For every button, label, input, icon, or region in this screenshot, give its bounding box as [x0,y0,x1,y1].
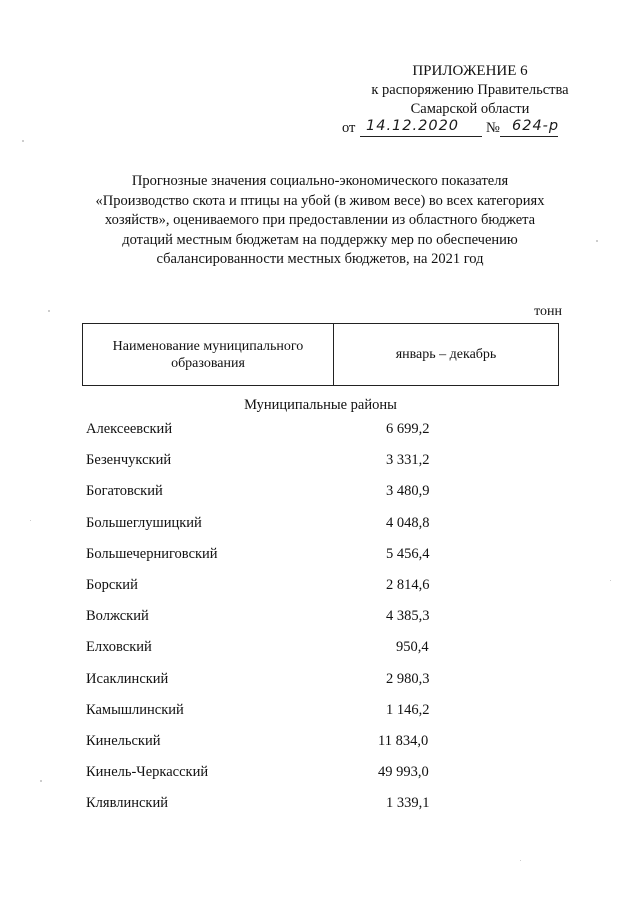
number-prefix: № [486,120,500,136]
table-row [86,577,506,608]
title-line: Прогнозные значения социально-экономического показателя [131,173,509,189]
municipality-name: Камышлинский [86,701,184,718]
municipality-name: Большечерниговский [86,545,218,562]
title-line: «Производство скота и птицы на убой (в живом весе) во всех категориях [95,192,545,209]
municipality-name: Кинель-Черкасский [86,764,209,781]
scan-noise [596,240,598,242]
municipality-value: 11 834,0 [378,732,429,749]
header-name-cell: Наименование муниципального образования [83,324,334,385]
title-line: сбалансированности местных бюджетов, на 2021 год [156,251,484,268]
municipality-value: 2 814,6 [386,576,430,593]
appendix-title: ПРИЛОЖЕНИЕ 6 [412,63,528,79]
municipality-value: 1 146,2 [386,701,430,718]
table-row [86,483,506,514]
municipality-value: 4 385,3 [386,608,430,625]
date-prefix: от [342,120,356,136]
table-row [86,795,506,826]
municipality-name: Клявлинский [86,795,168,812]
municipality-value: 2 980,3 [386,670,430,687]
scan-noise [22,140,24,142]
municipality-value: 3 480,9 [386,483,430,500]
title-line: хозяйств», оцениваемого при предоставлении из областного бюджета [104,212,536,229]
table-row [86,608,506,639]
unit-label: тонн [534,304,562,319]
number-underline [500,136,558,137]
table-row [86,733,506,764]
municipality-name: Исаклинский [86,670,169,687]
appendix-line-2: Самарской области [410,101,530,117]
header-period-cell: январь – декабрь [395,346,497,362]
appendix-line-1: к распоряжению Правительства [371,82,569,98]
municipality-name: Безенчукский [86,452,172,469]
municipality-name: Волжский [86,608,149,625]
municipality-name: Елховский [86,639,152,656]
document-title [70,172,570,270]
appendix-date-line [340,118,600,140]
municipality-name: Борский [86,576,138,593]
table-row [86,515,506,546]
table-row [86,639,506,670]
title-line: дотаций местным бюджетам на поддержку мер по обеспечению [122,231,518,248]
handwritten-number: 624-р [512,118,560,134]
table-row [86,452,506,483]
table-row [86,764,506,795]
scan-noise [520,860,521,861]
scan-noise [610,580,611,581]
municipality-name: Большеглушицкий [86,514,202,531]
table-row [86,546,506,577]
municipality-value: 49 993,0 [378,764,429,781]
section-heading: Муниципальные районы [244,397,397,413]
table-row [86,671,506,702]
table-row [86,421,506,452]
municipality-value: 1 339,1 [386,795,430,812]
municipality-value: 3 331,2 [386,452,430,469]
municipality-value: 4 048,8 [386,514,430,531]
table-body [86,421,506,826]
municipality-name: Алексеевский [86,421,173,437]
scan-noise [30,520,31,521]
handwritten-date: 14.12.2020 [366,118,460,134]
municipality-name: Кинельский [86,732,161,749]
municipality-value: 5 456,4 [386,545,430,562]
scan-noise [40,780,42,782]
table-header [82,323,559,386]
table-row [86,702,506,733]
municipality-name: Богатовский [86,483,163,500]
scan-noise [48,310,50,312]
municipality-value: 950,4 [396,639,429,656]
date-underline [360,136,482,137]
municipality-value: 6 699,2 [386,421,430,437]
